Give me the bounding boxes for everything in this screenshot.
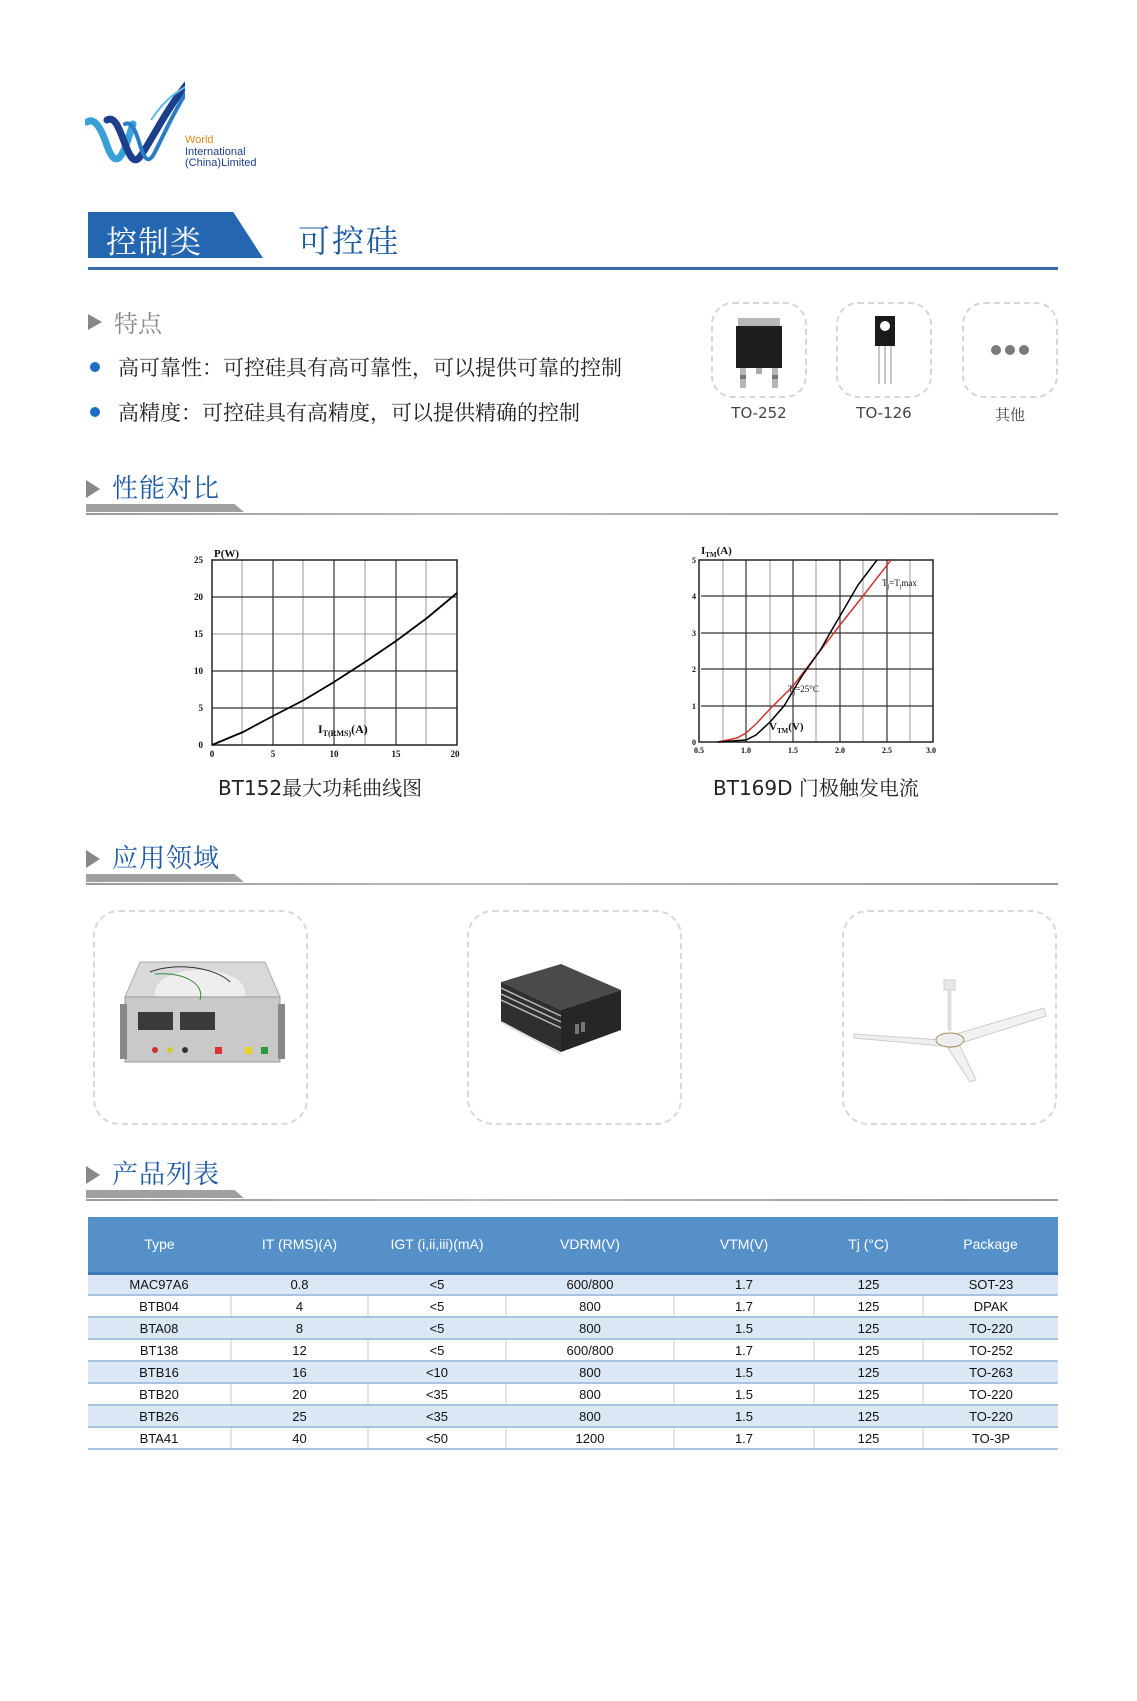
- cell-package: TO-263: [923, 1361, 1058, 1383]
- column-header-vdrm: VDRM(V): [506, 1217, 674, 1273]
- cell-vdrm: 800: [506, 1405, 674, 1427]
- cell-vdrm: 600/800: [506, 1339, 674, 1361]
- application-card: [467, 910, 682, 1125]
- svg-text:5: 5: [270, 749, 276, 759]
- to252-package-icon: [713, 304, 809, 400]
- features-heading-text: 特点: [114, 310, 162, 338]
- svg-text:20: 20: [194, 592, 203, 602]
- package-label: TO-252: [731, 404, 787, 422]
- svg-text:0: 0: [692, 738, 696, 747]
- section-heading-applications: [86, 838, 1058, 884]
- package-card-to252[interactable]: [711, 302, 807, 398]
- cell-igt: <35: [368, 1405, 506, 1427]
- cell-type: BTA41: [88, 1427, 231, 1449]
- category-label: 控制类: [106, 225, 202, 261]
- wave-w-logo-icon: [85, 80, 185, 175]
- feature-item: [88, 397, 580, 427]
- cell-vdrm: 600/800: [506, 1273, 674, 1295]
- svg-text:5: 5: [692, 556, 696, 565]
- table-row: [88, 1295, 1058, 1317]
- cell-vtm: 1.7: [674, 1273, 814, 1295]
- cell-it: 20: [231, 1383, 368, 1405]
- svg-text:0.5: 0.5: [694, 746, 704, 755]
- bullet-dot-icon: [90, 362, 100, 372]
- table-row: [88, 1273, 1058, 1295]
- svg-text:10: 10: [329, 749, 339, 759]
- cell-igt: <10: [368, 1361, 506, 1383]
- cell-igt: <35: [368, 1383, 506, 1405]
- svg-text:2: 2: [692, 665, 696, 674]
- svg-text:0: 0: [209, 749, 215, 759]
- table-row: [88, 1383, 1058, 1405]
- cell-tj: 125: [814, 1427, 923, 1449]
- svg-text:10: 10: [194, 666, 203, 676]
- cell-vtm: 1.5: [674, 1361, 814, 1383]
- svg-text:1.0: 1.0: [741, 746, 751, 755]
- column-header-tj: Tj (°C): [814, 1217, 923, 1273]
- triangle-bullet-icon: [86, 850, 100, 868]
- svg-text:25: 25: [194, 555, 203, 565]
- cell-igt: <5: [368, 1295, 506, 1317]
- cell-igt: <5: [368, 1339, 506, 1361]
- feature-text: 高精度：可控硅具有高精度，可以提供精确的控制: [118, 401, 580, 425]
- section-heading-performance: [86, 468, 1058, 514]
- table-row: [88, 1339, 1058, 1361]
- cell-igt: <5: [368, 1317, 506, 1339]
- svg-text:20: 20: [450, 749, 460, 759]
- page-title: 可控硅: [298, 222, 401, 260]
- category-tag: [88, 212, 263, 261]
- cell-vdrm: 800: [506, 1361, 674, 1383]
- feature-text: 高可靠性：可控硅具有高可靠性，可以提供可靠的控制: [118, 356, 622, 380]
- svg-text:1.5: 1.5: [788, 746, 798, 755]
- table-row: [88, 1317, 1058, 1339]
- cell-vtm: 1.5: [674, 1405, 814, 1427]
- svg-text:2.5: 2.5: [882, 746, 892, 755]
- table-row: [88, 1427, 1058, 1449]
- svg-text:3: 3: [692, 629, 696, 638]
- logo-text-world: World: [185, 134, 214, 146]
- chart-bt152-power: [190, 545, 470, 764]
- cell-vdrm: 800: [506, 1383, 674, 1405]
- cell-vtm: 1.7: [674, 1339, 814, 1361]
- svg-text:3.0: 3.0: [926, 746, 936, 755]
- triangle-bullet-icon: [86, 480, 100, 498]
- cell-package: TO-220: [923, 1317, 1058, 1339]
- to126-package-icon: [838, 304, 934, 400]
- logo-text-international: International: [185, 145, 246, 158]
- cell-it: 8: [231, 1317, 368, 1339]
- column-header-igt: IGT (i,ii,iii)(mA): [368, 1217, 506, 1273]
- application-card: [93, 910, 308, 1125]
- cell-it: 4: [231, 1295, 368, 1317]
- svg-text:1: 1: [692, 702, 696, 711]
- cell-tj: 125: [814, 1383, 923, 1405]
- cell-package: TO-252: [923, 1339, 1058, 1361]
- cell-type: BTA08: [88, 1317, 231, 1339]
- cell-package: SOT-23: [923, 1273, 1058, 1295]
- cell-package: DPAK: [923, 1295, 1058, 1317]
- package-label: TO-126: [856, 404, 912, 422]
- triangle-bullet-icon: [86, 1166, 100, 1184]
- ceiling-fan-image: [844, 912, 1055, 1123]
- cell-it: 25: [231, 1405, 368, 1427]
- feature-item: [88, 352, 622, 382]
- svg-text:4: 4: [692, 592, 696, 601]
- cell-vtm: 1.7: [674, 1427, 814, 1449]
- cell-tj: 125: [814, 1317, 923, 1339]
- power-enclosure-image: [469, 912, 680, 1123]
- package-card-other[interactable]: [962, 302, 1058, 398]
- svg-text:0: 0: [198, 740, 203, 750]
- product-table: [88, 1217, 1058, 1450]
- cell-vdrm: 800: [506, 1317, 674, 1339]
- cell-vtm: 1.5: [674, 1317, 814, 1339]
- cell-vtm: 1.5: [674, 1383, 814, 1405]
- svg-text:VTM(V): $V_{TM}(V)$: [769, 721, 804, 735]
- column-header-it-rms: IT (RMS)(A): [231, 1217, 368, 1273]
- cell-type: BTB20: [88, 1383, 231, 1405]
- more-dots-icon: [964, 304, 1060, 400]
- bullet-dot-icon: [90, 407, 100, 417]
- cell-type: BTB26: [88, 1405, 231, 1427]
- svg-text:Tj=25°C: $T_j=25^\circ C$: [788, 684, 819, 696]
- svg-text:5: 5: [198, 703, 203, 713]
- svg-text:ITM(A): $I_{TM}(A)$: [701, 545, 732, 559]
- section-title: 应用领域: [112, 844, 221, 874]
- chart-caption: BT169D 门极触发电流: [713, 776, 919, 800]
- package-label: 其他: [994, 406, 1025, 424]
- logo-text-china-limited: (China)Limited: [185, 157, 257, 169]
- cell-it: 16: [231, 1361, 368, 1383]
- cell-vdrm: 1200: [506, 1427, 674, 1449]
- cell-tj: 125: [814, 1339, 923, 1361]
- svg-text:IT(RMS)(A): $I_{T(RMS)}(A)$: [318, 722, 368, 738]
- svg-text:Tj=Tjmax: $T_j=T_j\max$: [882, 578, 917, 590]
- cell-tj: 125: [814, 1405, 923, 1427]
- svg-text:2.0: 2.0: [835, 746, 845, 755]
- column-header-vtm: VTM(V): [674, 1217, 814, 1273]
- column-header-package: Package: [923, 1217, 1058, 1273]
- cell-igt: <5: [368, 1273, 506, 1295]
- cell-type: BTB16: [88, 1361, 231, 1383]
- svg-text:15: 15: [391, 749, 401, 759]
- cell-package: TO-220: [923, 1405, 1058, 1427]
- table-header-row: [88, 1217, 1058, 1273]
- test-equipment-image: [95, 912, 306, 1123]
- section-title: 性能对比: [112, 474, 221, 504]
- section-title: 产品列表: [112, 1160, 221, 1190]
- cell-vtm: 1.7: [674, 1295, 814, 1317]
- svg-text:15: 15: [194, 629, 203, 639]
- svg-text:P(W): P(W): [214, 548, 240, 560]
- chart-caption: BT152最大功耗曲线图: [218, 776, 423, 800]
- cell-package: TO-220: [923, 1383, 1058, 1405]
- cell-type: BT138: [88, 1339, 231, 1361]
- triangle-bullet-icon: [88, 314, 102, 330]
- table-row: [88, 1361, 1058, 1383]
- cell-type: BTB04: [88, 1295, 231, 1317]
- section-heading-products: [86, 1154, 1058, 1200]
- cell-type: MAC97A6: [88, 1273, 231, 1295]
- cell-igt: <50: [368, 1427, 506, 1449]
- application-card: [842, 910, 1057, 1125]
- cell-it: 12: [231, 1339, 368, 1361]
- company-logo: [85, 80, 285, 175]
- column-header-type: Type: [88, 1217, 231, 1273]
- cell-it: 0.8: [231, 1273, 368, 1295]
- features-heading: [88, 304, 162, 339]
- cell-package: TO-3P: [923, 1427, 1058, 1449]
- cell-tj: 125: [814, 1361, 923, 1383]
- title-divider: [88, 267, 1058, 270]
- cell-it: 40: [231, 1427, 368, 1449]
- table-row: [88, 1405, 1058, 1427]
- cell-tj: 125: [814, 1295, 923, 1317]
- chart-bt169d-gate: [685, 540, 955, 764]
- package-card-to126[interactable]: [836, 302, 932, 398]
- cell-tj: 125: [814, 1273, 923, 1295]
- cell-vdrm: 800: [506, 1295, 674, 1317]
